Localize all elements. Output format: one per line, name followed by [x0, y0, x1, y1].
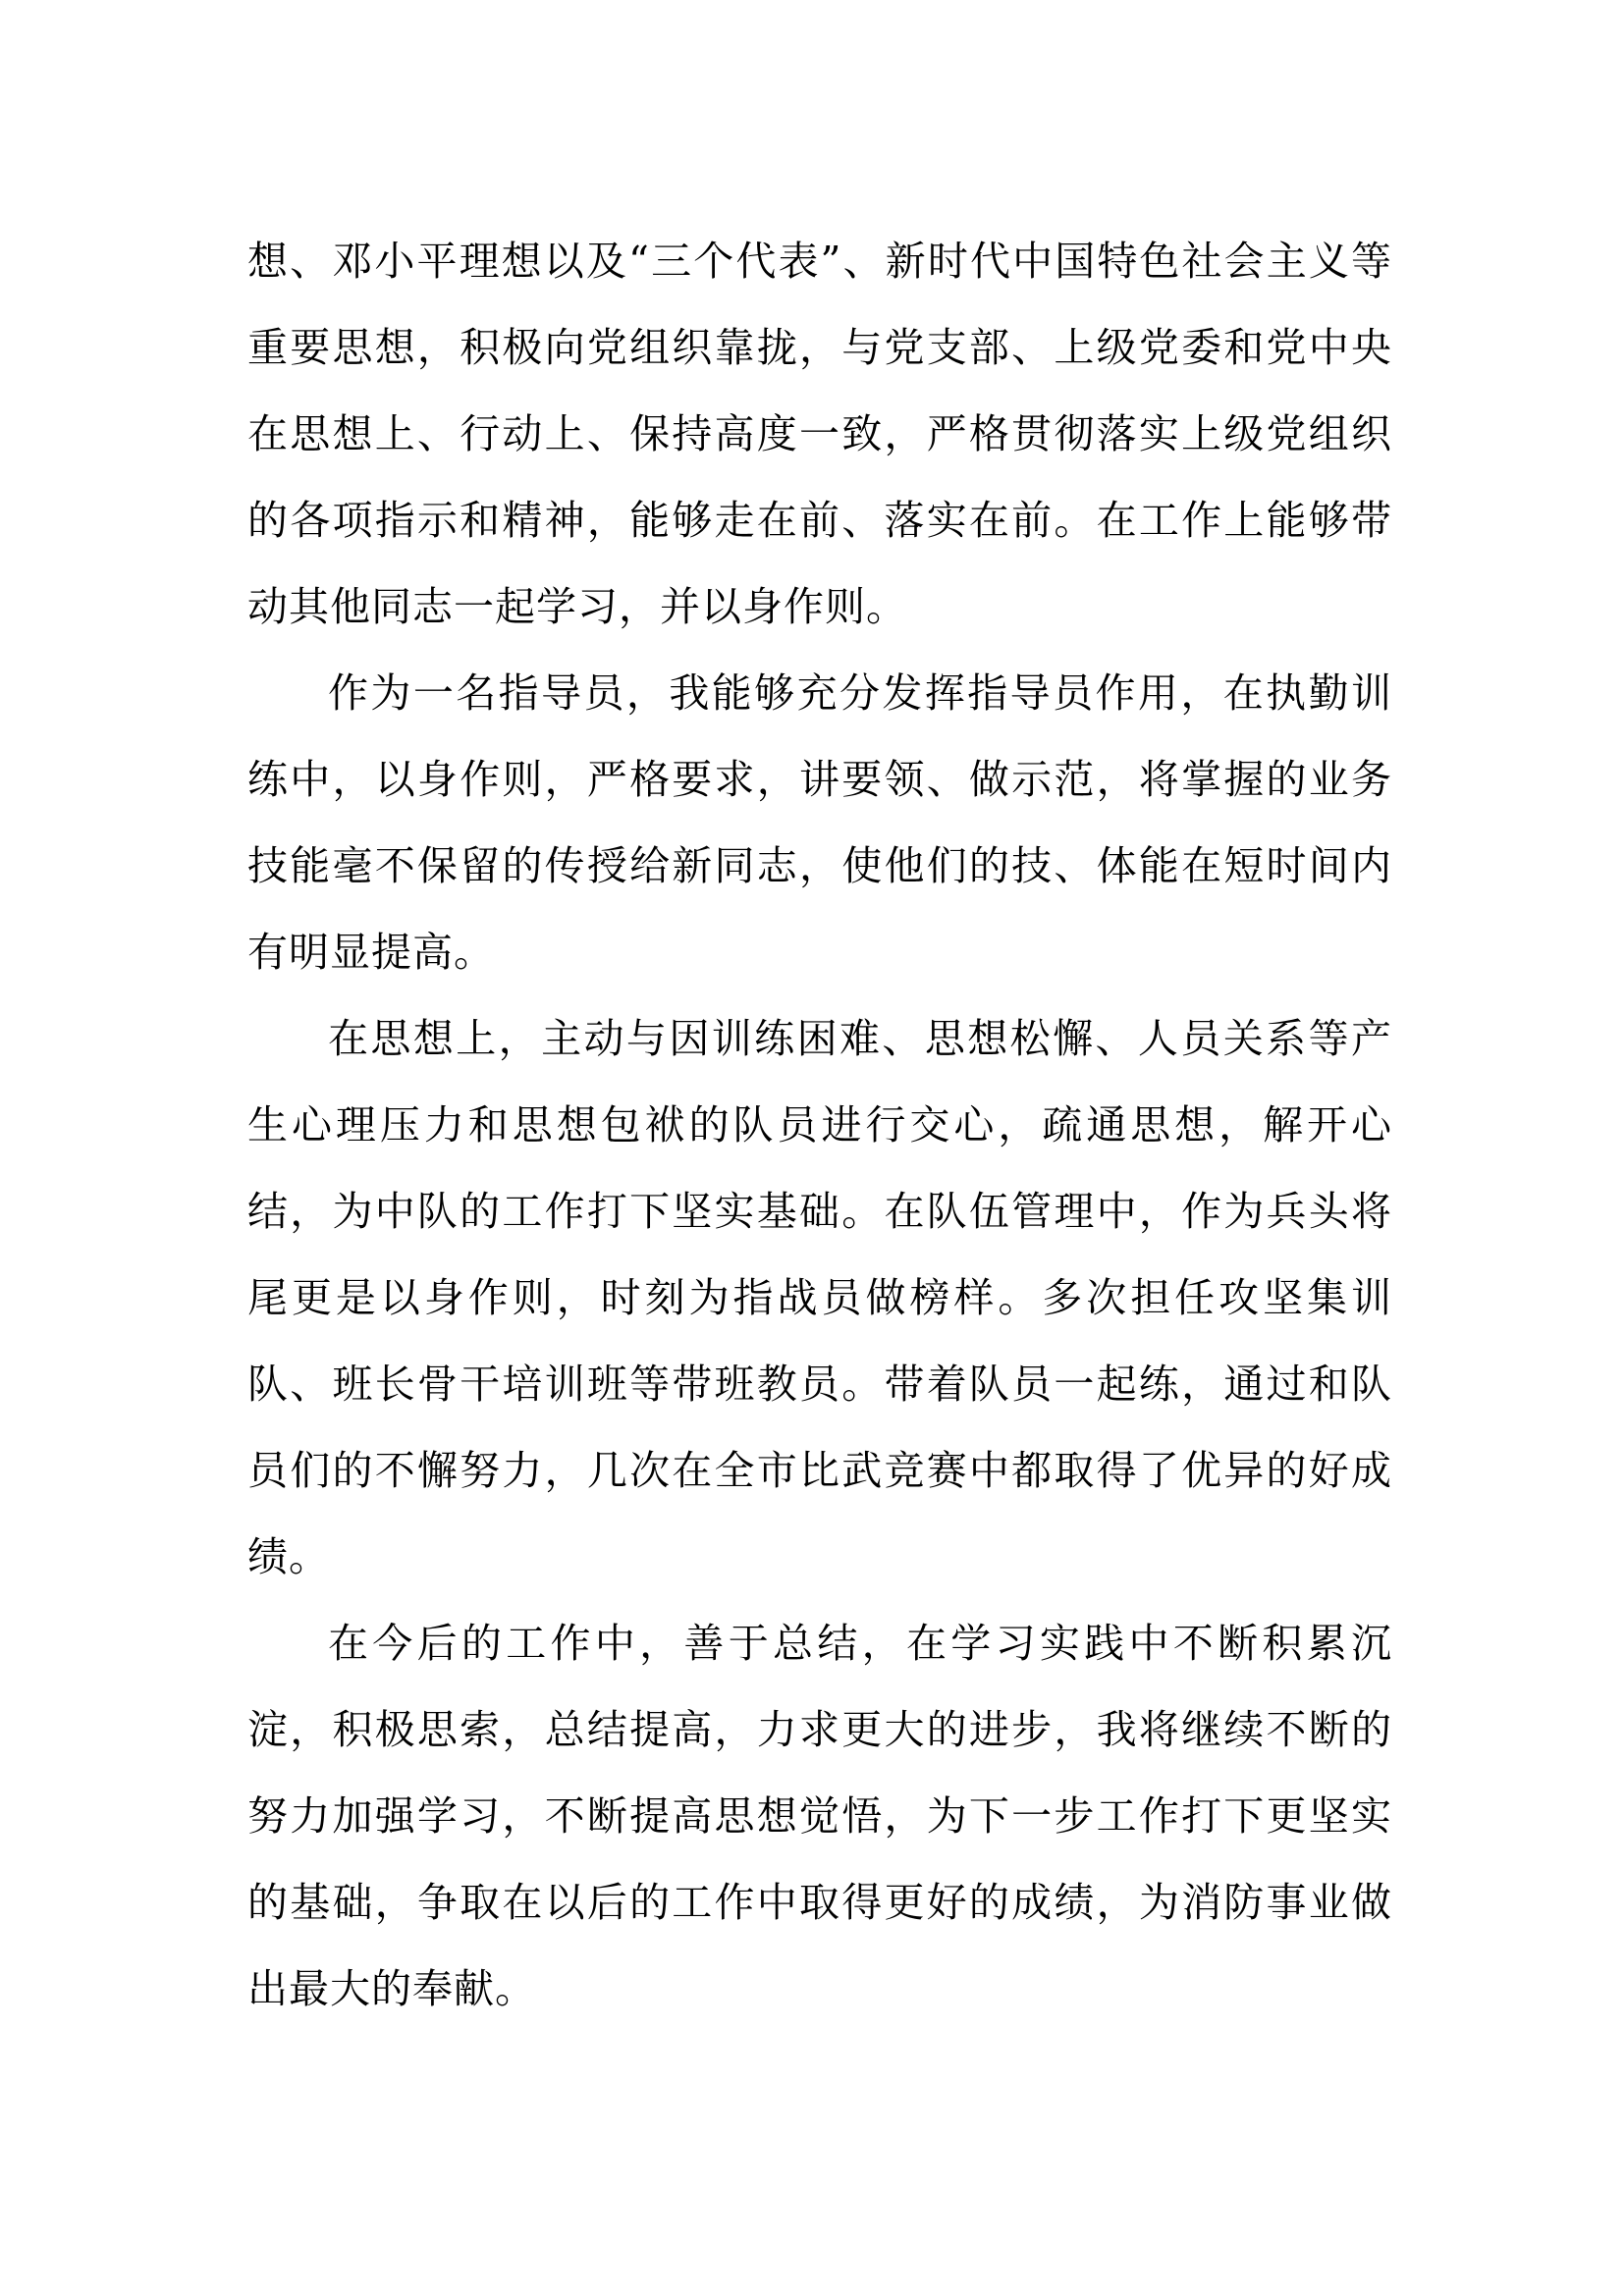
paragraph-3: 在思想上，主动与因训练困难、思想松懈、人员关系等产生心理压力和思想包袱的队员进行交心，疏通思想，解开心结，为中队的工作打下坚实基础。在队伍管理中，作为兵头将尾更是以身作则，时刻为指战员做榜样。多次担任攻坚集训队、班长骨干培训班等带班教员。带着队员一起练，通过和队员们的不懈努力，几次在全市比武竞赛中都取得了优异的好成绩。 [247, 1015, 1392, 1580]
paragraph-4: 在今后的工作中，善于总结，在学习实践中不断积累沉淀，积极思索，总结提高，力求更大的进步，我将继续不断的努力加强学习，不断提高思想觉悟，为下一步工作打下更坚实的基础，争取在以后的工作中取得更好的成绩，为消防事业做出最大的奉献。 [247, 1620, 1392, 2012]
paragraph-2: 作为一名指导员，我能够充分发挥指导员作用，在执勤训练中，以身作则，严格要求，讲要领、做示范，将掌握的业务技能毫不保留的传授给新同志，使他们的技、体能在短时间内有明显提高。 [247, 669, 1392, 976]
paragraph-1: 想、邓小平理想以及“三个代表”、新时代中国特色社会主义等重要思想，积极向党组织靠拢，与党支部、上级党委和党中央在思想上、行动上、保持高度一致，严格贯彻落实上级党组织的各项指示和精神，能够走在前、落实在前。在工作上能够带动其他同志一起学习，并以身作则。 [247, 238, 1392, 630]
document-body [247, 218, 1392, 2032]
